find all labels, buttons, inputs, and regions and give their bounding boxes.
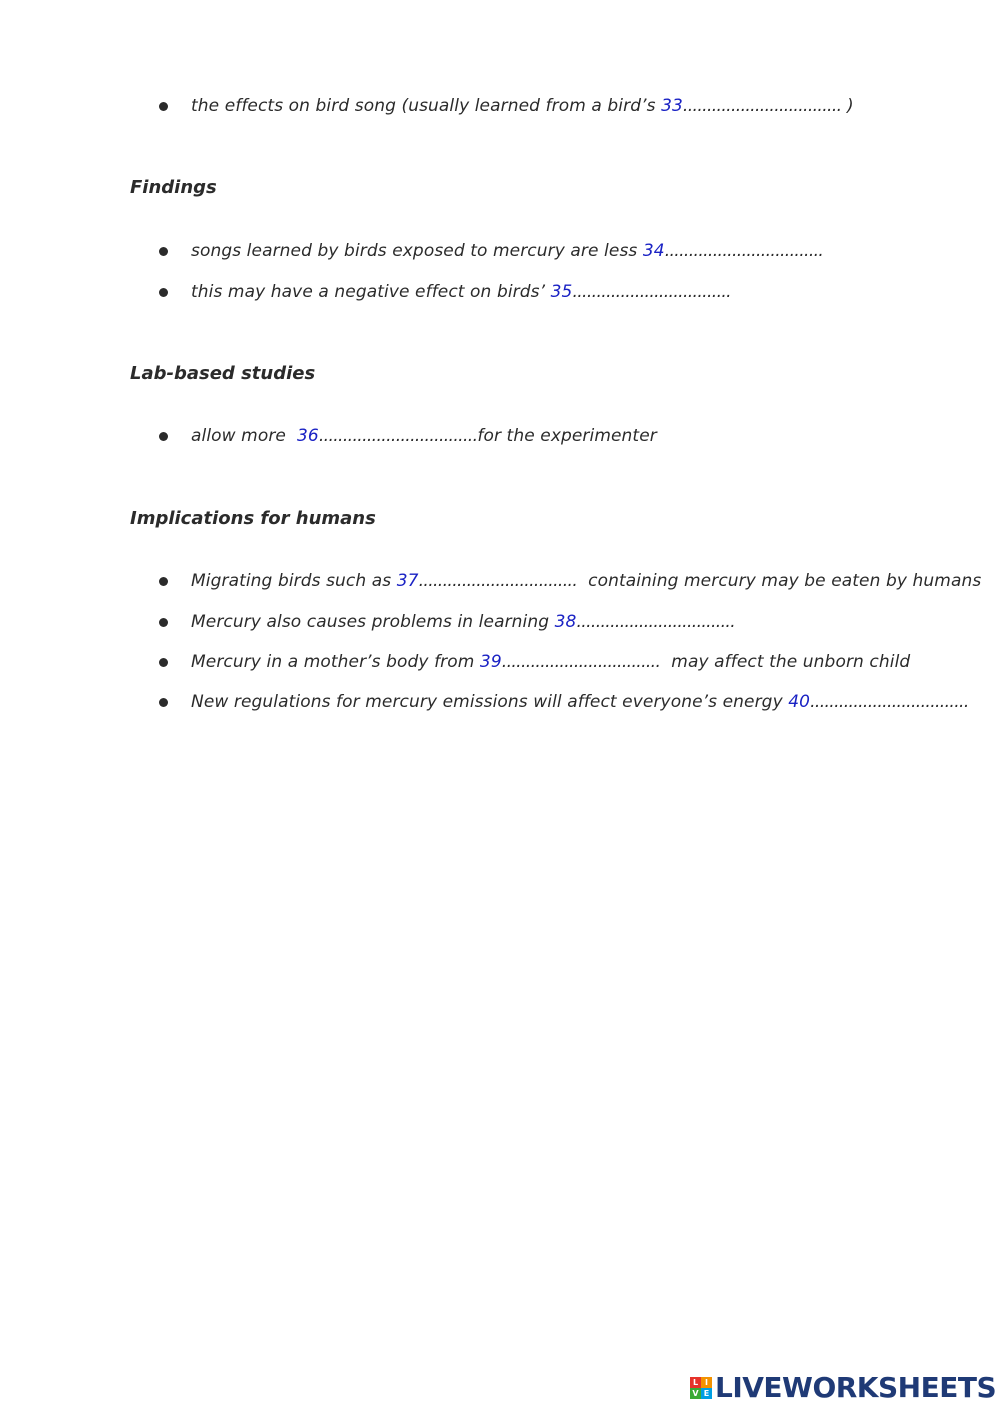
liveworksheets-logo-icon <box>690 1377 712 1399</box>
heading-findings: Findings <box>130 177 217 198</box>
question-39-number: 39 <box>479 652 502 672</box>
question-40 <box>191 692 969 712</box>
question-37 <box>191 571 981 591</box>
question-36-after: for the experimenter <box>477 426 657 446</box>
question-34-text: songs learned by birds exposed to mercury are less <box>191 241 643 261</box>
liveworksheets-logo[interactable] <box>690 1372 996 1404</box>
heading-implications: Implications for humans <box>130 508 376 529</box>
bullet-icon <box>159 432 168 441</box>
question-36-text: allow more <box>191 426 297 446</box>
question-39-text: Mercury in a mother’s body from <box>191 652 480 672</box>
question-40-number: 40 <box>788 692 811 712</box>
answer-blank-33[interactable]: ................................. <box>682 96 842 116</box>
question-39-after: may affect the unborn child <box>660 652 911 672</box>
bullet-icon <box>159 102 168 111</box>
question-36-number: 36 <box>297 426 319 446</box>
bullet-icon <box>159 288 168 297</box>
question-35-number: 35 <box>550 282 573 302</box>
answer-blank-39[interactable]: ................................. <box>501 652 661 672</box>
question-38-number: 38 <box>554 612 577 632</box>
bullet-icon <box>159 698 168 707</box>
heading-lab-based-studies: Lab-based studies <box>130 363 316 384</box>
question-34-number: 34 <box>642 241 665 261</box>
question-40-text: New regulations for mercury emissions will affect everyone’s energy <box>191 692 789 712</box>
answer-blank-37[interactable]: ................................. <box>418 571 578 591</box>
question-37-number: 37 <box>396 571 419 591</box>
answer-blank-36[interactable]: ................................. <box>318 426 478 446</box>
bullet-icon <box>159 618 168 627</box>
question-35-text: this may have a negative effect on birds’ <box>191 282 551 302</box>
question-33-text: the effects on bird song (usually learned from a bird’s <box>191 96 662 116</box>
question-33-after: ) <box>841 96 854 116</box>
answer-blank-38[interactable]: ................................. <box>576 612 736 632</box>
question-38-text: Mercury also causes problems in learning <box>191 612 555 632</box>
question-34 <box>191 241 823 261</box>
logo-tile-v: V <box>690 1388 701 1399</box>
question-33 <box>191 96 854 116</box>
answer-blank-35[interactable]: ................................. <box>572 282 731 302</box>
question-36 <box>191 426 657 446</box>
question-33-number: 33 <box>661 96 683 116</box>
answer-blank-34[interactable]: ................................. <box>664 241 824 261</box>
logo-tile-l: L <box>690 1377 701 1388</box>
question-37-after: containing mercury may be eaten by humans <box>577 571 982 591</box>
question-37-text: Migrating birds such as <box>191 571 397 591</box>
question-35 <box>191 282 731 302</box>
answer-blank-40[interactable]: ................................. <box>810 692 969 712</box>
bullet-icon <box>159 577 168 586</box>
liveworksheets-logo-text: LIVEWORKSHEETS <box>715 1371 997 1404</box>
question-39 <box>191 652 910 672</box>
bullet-icon <box>159 247 168 256</box>
logo-tile-e: E <box>701 1388 712 1399</box>
question-38 <box>191 612 735 632</box>
bullet-icon <box>159 658 168 667</box>
logo-tile-i: I <box>701 1377 712 1388</box>
